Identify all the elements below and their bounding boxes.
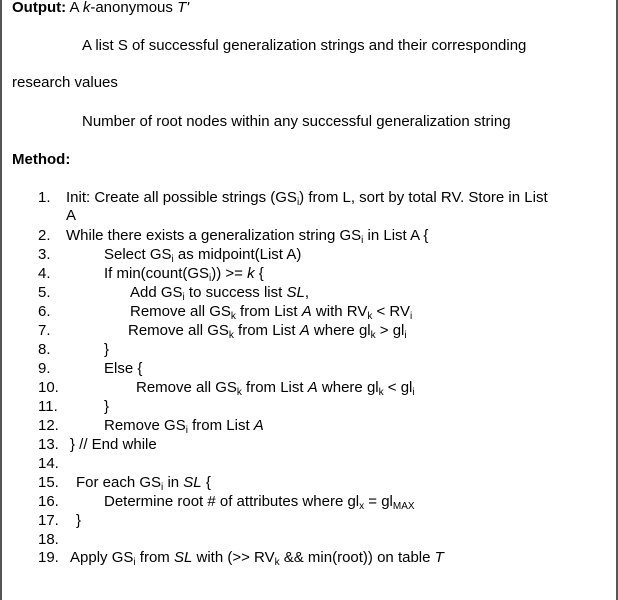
output-line bbox=[12, 0, 189, 17]
step-number: 3. bbox=[38, 246, 51, 263]
step-text: Remove all $GS_k$ from List A with $RV_k < RV_i$ bbox=[130, 303, 413, 322]
method-label: Method: bbox=[12, 151, 71, 168]
output-text-b: -anonymous bbox=[90, 0, 178, 16]
step-text: Apply $GS_i$ from SL with (>> $RV_k$ && min(root)) on table T bbox=[70, 549, 444, 568]
step-number: 10. bbox=[38, 379, 59, 396]
step-number: 4. bbox=[38, 265, 51, 282]
step-text: } bbox=[76, 512, 82, 529]
step-text: } bbox=[104, 398, 110, 415]
step-number: 9. bbox=[38, 360, 51, 377]
step-number: 12. bbox=[38, 417, 59, 434]
step-number: 15. bbox=[38, 474, 59, 491]
step-text: Remove all $GS_k$ from List A where $gl_k > gl_i$ bbox=[128, 322, 407, 341]
step-number: 11. bbox=[38, 398, 58, 415]
step-text: Determine root # of attributes where $gl_x = gl_{MAX}$ bbox=[104, 493, 415, 512]
step-number: 6. bbox=[38, 303, 51, 320]
step-number: 5. bbox=[38, 284, 51, 301]
step-number: 1. bbox=[38, 189, 51, 206]
step-number: 19. bbox=[38, 549, 59, 566]
step-text: } bbox=[104, 341, 110, 358]
step-number: 17. bbox=[38, 512, 59, 529]
step-number: 16. bbox=[38, 493, 59, 510]
step-number: 8. bbox=[38, 341, 51, 358]
output-label: Output: bbox=[12, 0, 67, 16]
step-text: While there exists a generalization string $GS_i$ in List A { bbox=[66, 227, 429, 246]
step-number: 18. bbox=[38, 531, 59, 548]
step-number: 7. bbox=[38, 322, 51, 339]
step-text: For each $GS_i$ in SL { bbox=[76, 474, 211, 493]
step-text: Remove $GS_i$ from List A bbox=[104, 417, 264, 436]
step-text: If $\min(count(GS_i)) >= k$ { bbox=[104, 265, 264, 284]
step-number: 14. bbox=[38, 455, 59, 472]
output-text-a: A bbox=[69, 0, 83, 16]
step-text: Add $GS_i$ to success list SL, bbox=[130, 284, 309, 303]
step-number: 13. bbox=[38, 436, 59, 453]
output-list-line2: research values bbox=[12, 74, 118, 91]
step-number: 2. bbox=[38, 227, 51, 244]
step-text: } // End while bbox=[70, 436, 157, 453]
step-text: Else { bbox=[104, 360, 143, 377]
step-text: Select $GS_i$ as midpoint(List A) bbox=[104, 246, 302, 265]
step-1-continuation: A bbox=[66, 207, 77, 224]
step-text: Remove all $GS_k$ from List A where $gl_k < gl_i$ bbox=[136, 379, 415, 398]
output-list-line1: A list S of successful generalization strings and their corresponding bbox=[82, 37, 527, 54]
output-k: k bbox=[82, 0, 91, 16]
output-root-nodes: Number of root nodes within any successful generalization string bbox=[82, 113, 511, 130]
output-T: T' bbox=[177, 0, 190, 16]
step-text: Init: Create all possible strings $(GS_i)$ from L, sort by total RV. Store in List bbox=[66, 189, 548, 208]
